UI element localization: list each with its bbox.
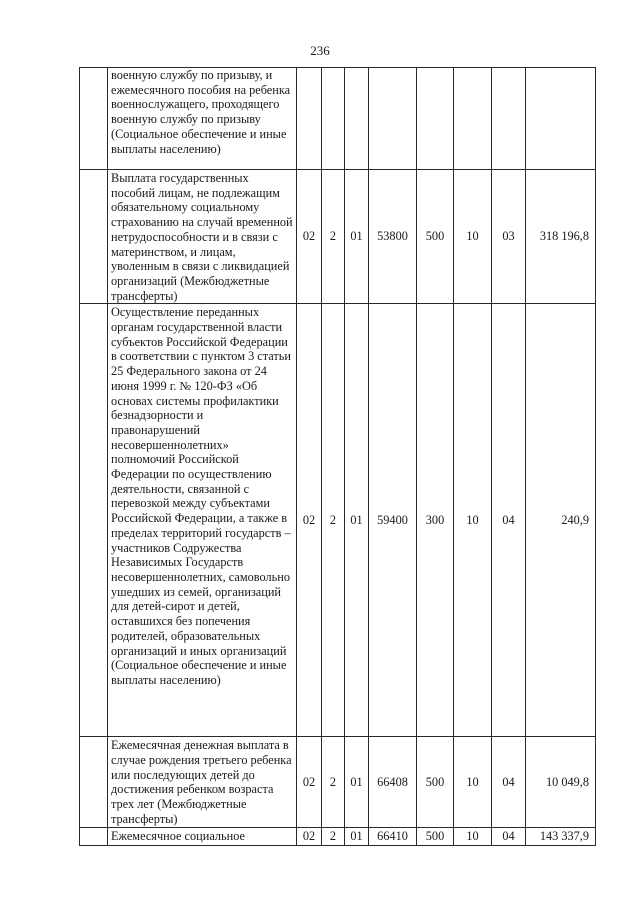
code-cell-1: 02 <box>297 304 322 737</box>
code-cell-7: 04 <box>492 828 526 846</box>
code-cell-6: 10 <box>454 304 492 737</box>
row-number-cell <box>80 304 108 737</box>
code-cell-6 <box>454 68 492 170</box>
code-cell-3: 01 <box>345 828 369 846</box>
code-cell-2: 2 <box>322 304 345 737</box>
description-cell: Ежемесячное социальное <box>108 828 297 846</box>
budget-table <box>79 67 596 846</box>
table-row <box>80 304 596 737</box>
code-cell-4: 59400 <box>369 304 417 737</box>
table-row <box>80 828 596 846</box>
amount-cell <box>526 68 596 170</box>
code-cell-4: 53800 <box>369 170 417 304</box>
code-cell-1 <box>297 68 322 170</box>
code-cell-4: 66410 <box>369 828 417 846</box>
code-cell-3 <box>345 68 369 170</box>
code-cell-4: 66408 <box>369 737 417 828</box>
row-number-cell <box>80 737 108 828</box>
code-cell-5: 500 <box>417 170 454 304</box>
code-cell-7: 04 <box>492 737 526 828</box>
row-number-cell <box>80 68 108 170</box>
row-number-cell <box>80 170 108 304</box>
description-cell: Осуществление переданных органам государственной власти субъектов Российской Федерации в соответствии с пунктом 3 статьи 25 Федерального закона от 24 июня 1999 г. № 120-ФЗ «Об основах системы профилактики безнадзорности и правонарушений несовершеннолетних» полномочий Российской Федерации по осуществлению деятельности, связанной с перевозкой между субъектами Российской Федерации, а также в пределах территорий государств – участников Содружества Независимых Государств несовершеннолетних, самовольно ушедших из семей, организаций для детей-сирот и детей, оставшихся без попечения родителей, образовательных организаций и иных организаций (Социальное обеспечение и иные выплаты населению) <box>108 304 297 737</box>
code-cell-2: 2 <box>322 737 345 828</box>
description-cell: Ежемесячная денежная выплата в случае рождения третьего ребенка или последующих детей до достижения ребенком возраста трех лет (Межбюджетные трансферты) <box>108 737 297 828</box>
code-cell-6: 10 <box>454 828 492 846</box>
code-cell-7: 03 <box>492 170 526 304</box>
code-cell-3: 01 <box>345 170 369 304</box>
amount-cell: 10 049,8 <box>526 737 596 828</box>
code-cell-1: 02 <box>297 170 322 304</box>
code-cell-5: 500 <box>417 737 454 828</box>
code-cell-3: 01 <box>345 304 369 737</box>
description-cell: Выплата государственных пособий лицам, не подлежащим обязательному социальному страхованию на случай временной нетрудоспособности и в связи с материнством, и лицам, уволенным в связи с ликвидацией организаций (Межбюджетные трансферты) <box>108 170 297 304</box>
row-number-cell <box>80 828 108 846</box>
table-row <box>80 170 596 304</box>
code-cell-6: 10 <box>454 737 492 828</box>
amount-cell: 240,9 <box>526 304 596 737</box>
code-cell-1: 02 <box>297 737 322 828</box>
code-cell-2: 2 <box>322 828 345 846</box>
code-cell-7 <box>492 68 526 170</box>
code-cell-5: 300 <box>417 304 454 737</box>
page-number: 236 <box>310 43 330 58</box>
code-cell-5: 500 <box>417 828 454 846</box>
code-cell-6: 10 <box>454 170 492 304</box>
code-cell-2 <box>322 68 345 170</box>
amount-cell: 143 337,9 <box>526 828 596 846</box>
code-cell-7: 04 <box>492 304 526 737</box>
code-cell-3: 01 <box>345 737 369 828</box>
code-cell-4 <box>369 68 417 170</box>
code-cell-2: 2 <box>322 170 345 304</box>
code-cell-5 <box>417 68 454 170</box>
code-cell-1: 02 <box>297 828 322 846</box>
table-row <box>80 68 596 170</box>
description-cell: военную службу по призыву, и ежемесячного пособия на ребенка военнослужащего, проходящего военную службу по призыву (Социальное обеспечение и иные выплаты населению) <box>108 68 297 170</box>
table-row <box>80 737 596 828</box>
amount-cell: 318 196,8 <box>526 170 596 304</box>
